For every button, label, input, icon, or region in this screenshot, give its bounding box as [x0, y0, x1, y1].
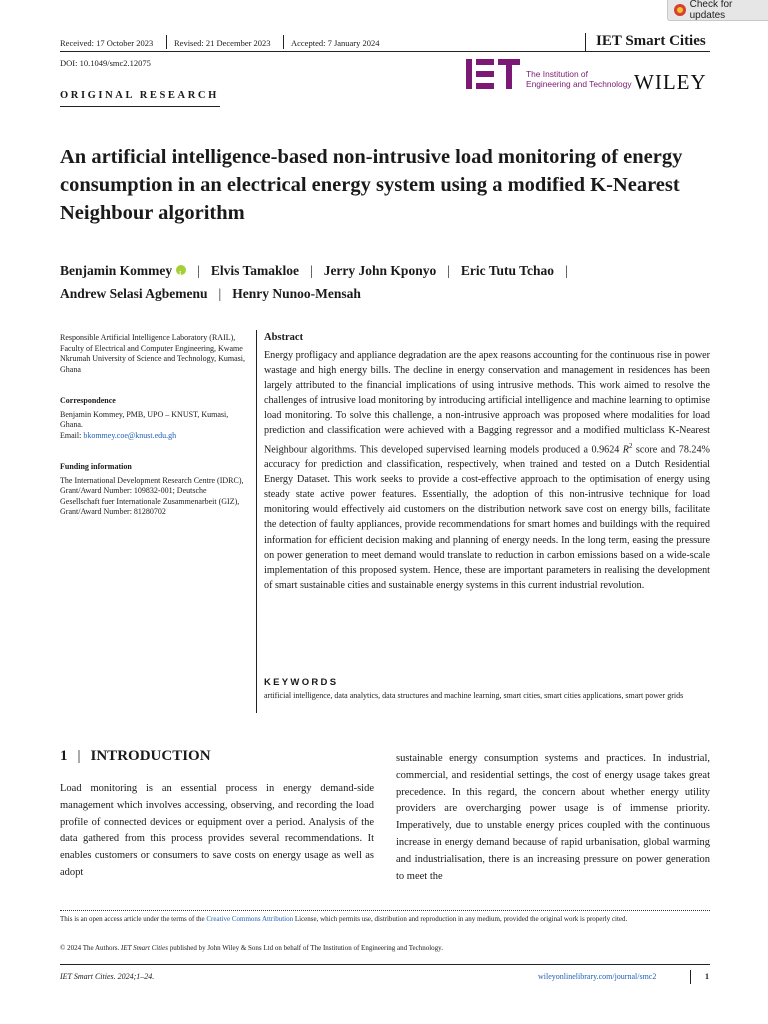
header-divider: [585, 33, 586, 51]
license-note: This is an open access article under the terms of the Creative Commons Attribution License, which permits use, distribution and reproduction in any medium, provided the original work is properly cited.: [60, 915, 628, 923]
journal-name: IET Smart Cities: [596, 33, 706, 49]
header-divider: [166, 35, 167, 49]
institution-name: [526, 69, 632, 89]
email-link[interactable]: bkommey.coe@knust.edu.gh: [83, 430, 177, 440]
footer-rule: [60, 964, 710, 965]
article-type: ORIGINAL RESEARCH: [60, 90, 219, 101]
author-name[interactable]: Jerry John Kponyo: [323, 263, 437, 278]
author-name[interactable]: Benjamin Kommey: [60, 263, 173, 278]
wiley-logo: WILEY: [634, 70, 707, 94]
author-name[interactable]: Eric Tutu Tchao: [460, 263, 554, 278]
email-label: Email:: [60, 430, 82, 440]
section-number: 1: [60, 748, 68, 764]
footer-divider-vertical: [690, 970, 691, 984]
funding-block: [60, 462, 248, 518]
section-title: INTRODUCTION: [90, 748, 211, 764]
section-heading: 1 | INTRODUCTION: [60, 748, 211, 764]
revised-date: Revised: 21 December 2023: [174, 38, 271, 48]
crossmark-icon: [674, 4, 686, 16]
funding-heading: Funding information: [60, 462, 132, 471]
author-name[interactable]: Henry Nunoo-Mensah: [232, 286, 361, 301]
intro-column-2: sustainable energy consumption systems and practices. In industrial, commercial, and residential settings, the cost of energy usage takes great precedence. In this regard, the concern about whether energy utility providers are overcharging power usage is of immense priority. Imperatively, due to unstable energy prices coupled with the continuous increase in energy demand because of rapid urbanisation, global warming and industrialisation, there is an increasing pressure on power generation to meet the: [396, 753, 710, 882]
footer-divider: [60, 910, 710, 911]
doi: DOI: 10.1049/smc2.12075: [60, 58, 151, 68]
check-for-updates-label: Check for updates: [689, 0, 733, 21]
author-name[interactable]: Andrew Selasi Agbemenu: [60, 286, 208, 301]
journal-url[interactable]: wileyonlinelibrary.com/journal/smc2: [538, 972, 657, 981]
copyright-note: © 2024 The Authors. IET Smart Cities published by John Wiley & Sons Ltd on behalf of The Institution of Engineering and Technology.: [60, 944, 443, 952]
keywords-text: artificial intelligence, data analytics, data structures and machine learning, smart cities, smart cities applications, smart power grids: [264, 691, 684, 700]
author-list: Benjamin Kommeyi | Elvis Tamakloe | Jerry John Kponyo | Eric Tutu Tchao | Andrew Selasi Agbemenu | Henry Nunoo-Mensah: [60, 259, 720, 305]
funding-text: The International Development Research Centre (IDRC), Grant/Award Number: 109832-001; Deutsche Gesellschaft fuer Internationale Zusammenarbeit (GIZ), Grant/Award Number: 81280702: [60, 475, 244, 517]
check-for-updates-button[interactable]: [667, 0, 768, 21]
correspondence-heading: Correspondence: [60, 396, 116, 405]
intro-column-1: Load monitoring is an essential process in energy demand-side management which involves accessing, observing, and recording the load profile of connected devices or equipment over a period. Analysis of the data gathered from this process provides several recommendations. It enables customers or consumers to save costs on energy usage as well as adopt: [60, 783, 374, 878]
institution-line-1: The Institution of: [526, 69, 588, 79]
author-name[interactable]: Elvis Tamakloe: [210, 263, 299, 278]
correspondence-block: [60, 396, 248, 441]
abstract-heading: Abstract: [264, 332, 304, 343]
keywords-heading: KEYWORDS: [264, 677, 339, 688]
correspondence-text: Benjamin Kommey, PMB, UPO – KNUST, Kumasi, Ghana.: [60, 409, 229, 430]
section-rule: [60, 106, 220, 107]
header-rule: [60, 51, 710, 52]
abstract-divider: [256, 330, 257, 713]
abstract-text: Energy profligacy and appliance degradation are the apex reasons accounting for the continuous rise in power wastage and high energy bills. The decline in energy conservation and management in residences has been largely attributed to the financial implications of using intrusive methods. This work aimed to resolve the challenges of intrusive load monitoring by introducing artificial intelligence and machine learning to optimise load monitoring. To solve this challenge, a non-intrusive approach was proposed where modalities for load prediction and classification were achieved with a Bagging regressor and a modified multiclass K-Nearest Neighbour algorithms. This developed supervised learning models produced a 0.9624 $R^2$ score and 78.24% accuracy for prediction and classification, respectively, when trained and tested on a Dutch Residential Energy Dataset. This work seeks to provide a cost-effective approach to the optimisation of energy using steady state active power features. Essentially, the adoption of this non-intrusive technique for load monitoring would effectively aid customers on the distribution network save cost on energy bills, facilitate the detection of faulty appliances, provide recommendations for smart homes and buildings with the required information for efficient decision making and planning of energy needs. In the long term, easing the pressure on power generation to meet demand would translate to reduction in carbon emissions based on a wide-scale implementation of this proposed system. Hence, these are important parameters in realising the development of smart sustainable cities and sustainable energy systems in this current industrial revolution.: [264, 350, 710, 591]
header-divider: [283, 35, 284, 49]
article-title: An artificial intelligence-based non-intrusive load monitoring of energy consumption in an electrical energy system using a modified K-Nearest Neighbour algorithm: [60, 146, 683, 224]
orcid-icon[interactable]: [176, 265, 186, 275]
institution-line-2: Engineering and Technology: [526, 79, 632, 89]
license-link[interactable]: Creative Commons Attribution: [206, 915, 294, 923]
page-number: 1: [705, 972, 709, 981]
iet-logo: [466, 59, 522, 89]
affiliation: Responsible Artificial Intelligence Laboratory (RAIL), Faculty of Electrical and Computer Engineering, Kwame Nkrumah University of Science and Technology, Kumasi, Ghana: [60, 333, 245, 374]
citation: IET Smart Cities. 2024;1–24.: [60, 972, 155, 981]
received-date: Received: 17 October 2023: [60, 38, 154, 48]
accepted-date: Accepted: 7 January 2024: [291, 38, 380, 48]
